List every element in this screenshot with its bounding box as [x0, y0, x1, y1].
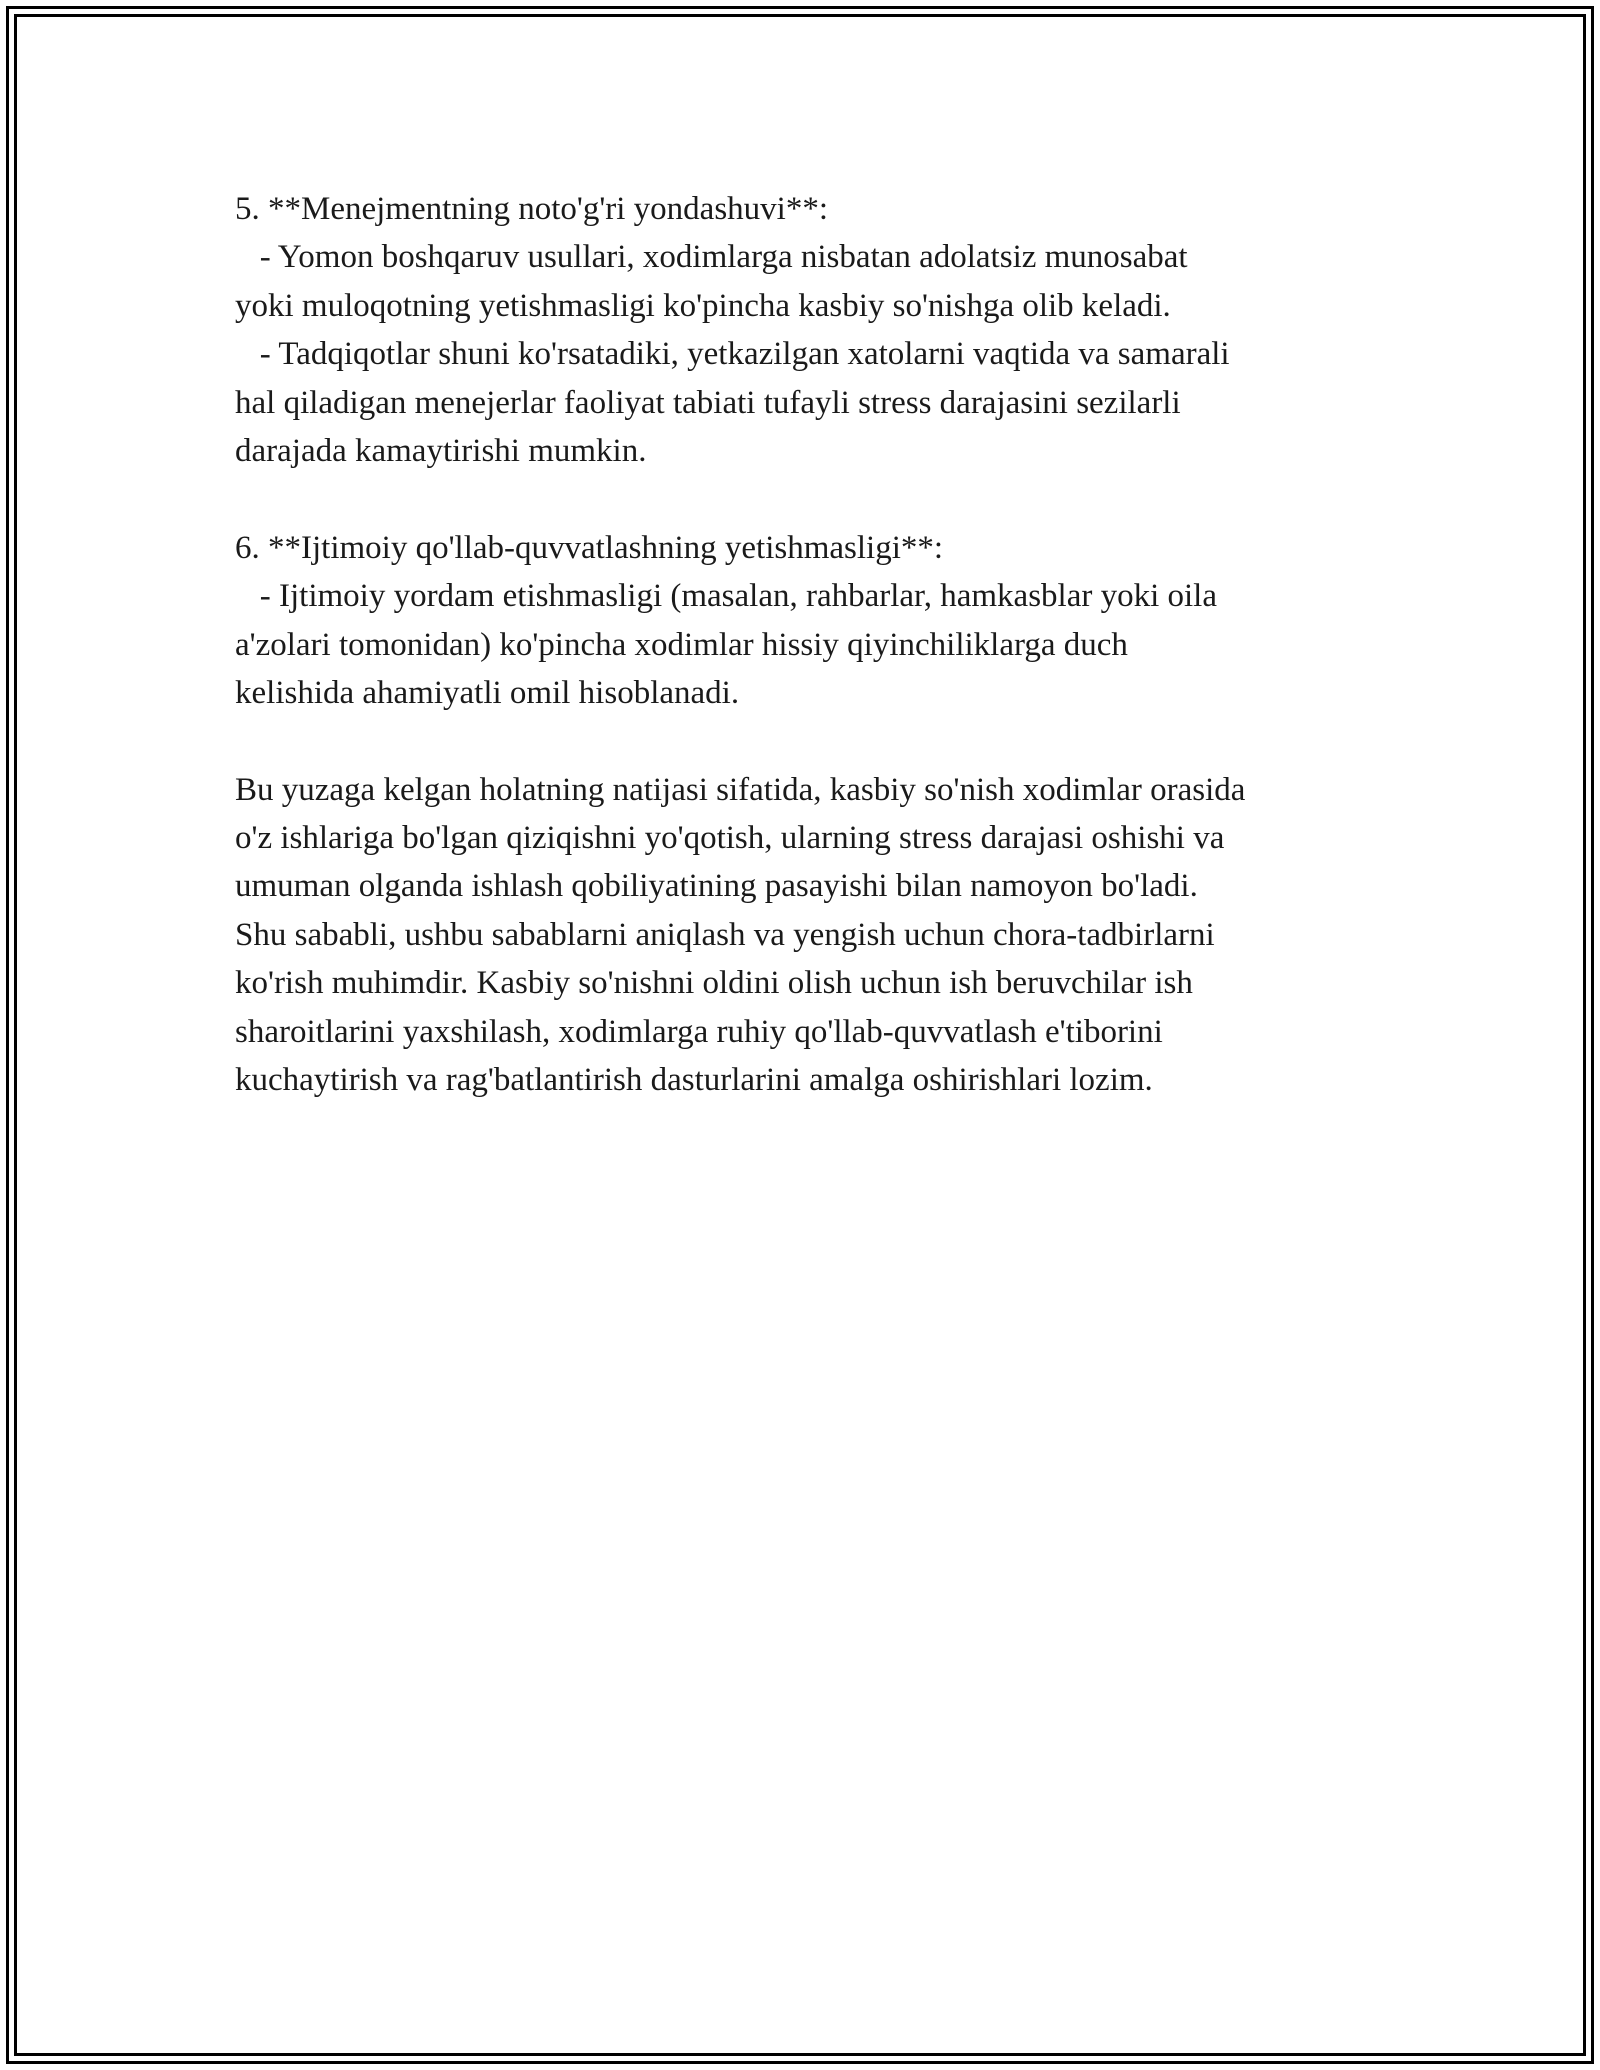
- section-5-bullet-1-line-2: yoki muloqotning yetishmasligi ko'pincha kasbiy so'nishga olib keladi.: [235, 287, 1171, 324]
- conclusion-line-3: umuman olganda ishlash qobiliyatining pasayishi bilan namoyon bo'ladi.: [235, 868, 1198, 905]
- section-5-bullet-2-line-3: darajada kamaytirishi mumkin.: [235, 432, 647, 469]
- paragraph-spacer: [235, 475, 1395, 523]
- conclusion-line-1: Bu yuzaga kelgan holatning natijasi sifatida, kasbiy so'nish xodimlar orasida: [235, 771, 1246, 808]
- section-5-bullet-2-line-1: - Tadqiqotlar shuni ko'rsatadiki, yetkazilgan xatolarni vaqtida va samarali: [235, 336, 1230, 373]
- section-6-heading: 6. **Ijtimoiy qo'llab-quvvatlashning yetishmasligi**:: [235, 529, 944, 566]
- conclusion-line-4: Shu sababli, ushbu sabablarni aniqlash va yengish uchun chora-tadbirlarni: [235, 916, 1215, 953]
- section-6-bullet-1-line-3: kelishida ahamiyatli omil hisoblanadi.: [235, 674, 740, 711]
- paragraph-spacer: [235, 717, 1395, 765]
- conclusion-line-6: sharoitlarini yaxshilash, xodimlarga ruhiy qo'llab-quvvatlash e'tiborini: [235, 1013, 1163, 1050]
- conclusion-line-5: ko'rish muhimdir. Kasbiy so'nishni oldini olish uchun ish beruvchilar ish: [235, 965, 1193, 1002]
- conclusion-line-2: o'z ishlariga bo'lgan qiziqishni yo'qotish, ularning stress darajasi oshishi va: [235, 820, 1225, 857]
- document-body: [235, 185, 1395, 1104]
- section-5-bullet-1-line-1: - Yomon boshqaruv usullari, xodimlarga nisbatan adolatsiz munosabat: [235, 239, 1188, 276]
- section-5-heading: 5. **Menejmentning noto'g'ri yondashuvi**:: [235, 191, 829, 227]
- section-6-bullet-1-line-1: - Ijtimoiy yordam etishmasligi (masalan, rahbarlar, hamkasblar yoki oila: [235, 578, 1217, 615]
- section-5-bullet-2-line-2: hal qiladigan menejerlar faoliyat tabiati tufayli stress darajasini sezilarli: [235, 384, 1181, 421]
- conclusion-line-7: kuchaytirish va rag'batlantirish dasturlarini amalga oshirishlari lozim.: [235, 1062, 1153, 1099]
- section-6-bullet-1-line-2: a'zolari tomonidan) ko'pincha xodimlar hissiy qiyinchiliklarga duch: [235, 626, 1128, 663]
